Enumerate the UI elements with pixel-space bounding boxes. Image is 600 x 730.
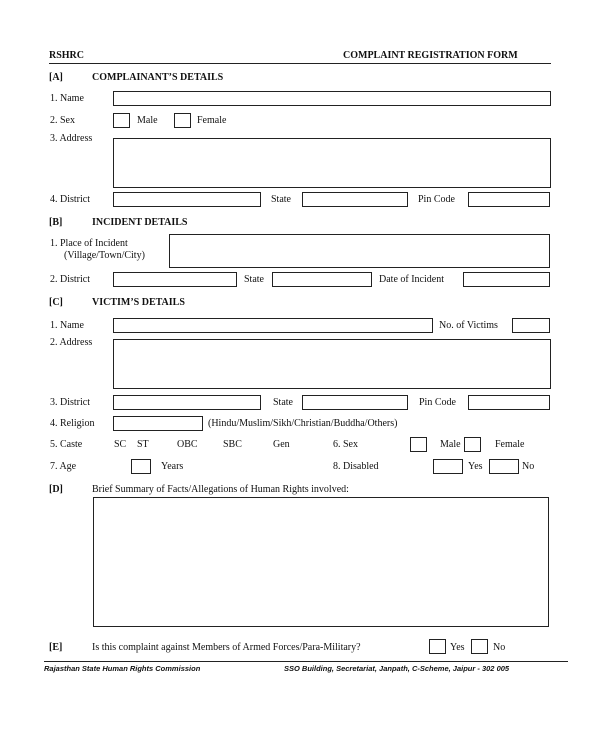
complainant-state-field[interactable] [302,192,408,207]
incident-state-field[interactable] [272,272,372,287]
complainant-male-label: Male [137,115,158,126]
complainant-name-label: 1. Name [50,93,84,104]
incident-date-field[interactable] [463,272,550,287]
complainant-name-field[interactable] [113,91,551,106]
caste-option-gen[interactable]: Gen [273,439,290,450]
complainant-female-checkbox[interactable] [174,113,191,128]
victim-address-field[interactable] [113,339,551,389]
section-a-code: [A] [49,72,63,83]
victim-pincode-field[interactable] [468,395,550,410]
disabled-yes-checkbox[interactable] [433,459,463,474]
complainant-pincode-label: Pin Code [418,194,455,205]
victim-count-label: No. of Victims [439,320,498,331]
armed-forces-yes-checkbox[interactable] [429,639,446,654]
incident-date-label: Date of Incident [379,274,444,285]
complainant-female-label: Female [197,115,227,126]
incident-state-label: State [244,274,264,285]
victim-religion-label: 4. Religion [50,418,95,429]
victim-name-label: 1. Name [50,320,84,331]
victim-state-label: State [273,397,293,408]
victim-address-label: 2. Address [50,337,93,348]
incident-place-field[interactable] [169,234,550,268]
victim-disabled-label: 8. Disabled [333,461,379,472]
victim-count-field[interactable] [512,318,550,333]
complainant-male-checkbox[interactable] [113,113,130,128]
victim-state-field[interactable] [302,395,408,410]
footer-org: Rajasthan State Human Rights Commission [44,664,201,673]
complainant-address-label: 3. Address [50,133,93,144]
incident-place-sublabel: (Village/Town/City) [64,250,145,261]
header-rule [49,63,551,64]
section-c-title: VICTIM’S DETAILS [92,297,185,308]
victim-male-label: Male [440,439,461,450]
caste-option-obc[interactable]: OBC [177,439,198,450]
victim-district-field[interactable] [113,395,261,410]
incident-district-field[interactable] [113,272,237,287]
complainant-state-label: State [271,194,291,205]
footer-rule [44,661,568,662]
section-c-code: [C] [49,297,63,308]
complainant-address-field[interactable] [113,138,551,188]
complainant-district-label: 4. District [50,194,90,205]
section-b-code: [B] [49,217,63,228]
armed-forces-no-label: No [493,642,506,653]
disabled-yes-label: Yes [468,461,483,472]
caste-option-sbc[interactable]: SBC [223,439,242,450]
caste-option-st[interactable]: ST [137,439,149,450]
victim-male-checkbox[interactable] [410,437,427,452]
victim-age-label: 7. Age [50,461,77,472]
incident-district-label: 2. District [50,274,90,285]
org-code: RSHRC [49,50,85,61]
armed-forces-no-checkbox[interactable] [471,639,488,654]
form-title: COMPLAINT REGISTRATION FORM [343,50,518,61]
incident-place-label: 1. Place of Incident [50,238,128,249]
section-e-code: [E] [49,642,63,653]
victim-religion-options: (Hindu/Muslim/Sikh/Christian/Buddha/Others) [208,418,398,429]
victim-name-field[interactable] [113,318,433,333]
victim-years-label: Years [161,461,184,472]
armed-forces-yes-label: Yes [450,642,465,653]
complainant-pincode-field[interactable] [468,192,550,207]
armed-forces-question: Is this complaint against Members of Armed Forces/Para-Military? [92,642,361,653]
disabled-no-checkbox[interactable] [489,459,519,474]
complainant-sex-label: 2. Sex [50,115,75,126]
victim-religion-field[interactable] [113,416,203,431]
footer-address: SSO Building, Secretariat, Janpath, C-Scheme, Jaipur - 302 005 [284,664,510,673]
victim-age-field[interactable] [131,459,151,474]
victim-sex-label: 6. Sex [333,439,358,450]
victim-district-label: 3. District [50,397,90,408]
section-d-title: Brief Summary of Facts/Allegations of Human Rights involved: [92,484,349,495]
victim-caste-label: 5. Caste [50,439,83,450]
section-d-code: [D] [49,484,63,495]
disabled-no-label: No [522,461,535,472]
facts-summary-field[interactable] [93,497,549,627]
section-b-title: INCIDENT DETAILS [92,217,188,228]
victim-female-checkbox[interactable] [464,437,481,452]
caste-option-sc[interactable]: SC [114,439,127,450]
section-a-title: COMPLAINANT’S DETAILS [92,72,224,83]
victim-pincode-label: Pin Code [419,397,456,408]
victim-female-label: Female [495,439,525,450]
complainant-district-field[interactable] [113,192,261,207]
